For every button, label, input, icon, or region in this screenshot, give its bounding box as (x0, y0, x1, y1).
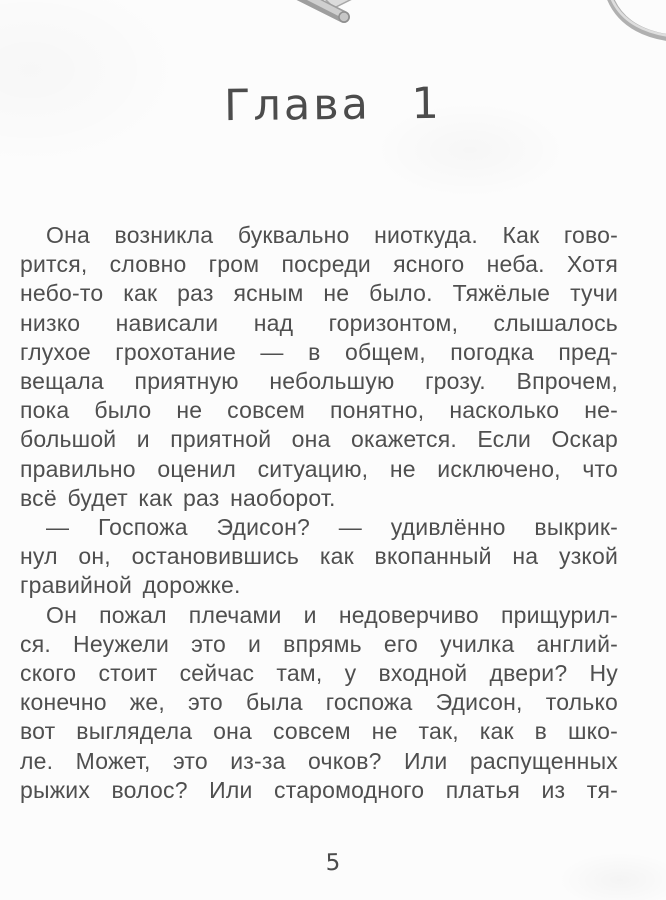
paragraph (20, 221, 618, 513)
paragraph (20, 513, 618, 601)
text-line: всё будет как раз наоборот. (20, 484, 336, 511)
text-line: вещала приятную небольшую грозу. Впрочем, (20, 368, 618, 395)
text-line: вот выглядела она совсем не так, как в шко- (20, 718, 618, 745)
paragraph (20, 601, 618, 805)
text-line: ле. Может, это из-за очков? Или распущенных (20, 747, 618, 774)
text-line: ского стоит сейчас там, у входной двери? Ну (20, 660, 618, 687)
text-line: правильно оценил ситуацию, не исключено, что (20, 455, 618, 482)
wheel-arc-fragment-illustration (602, 0, 666, 54)
text-line: Она возникла буквально ниоткуда. Как гово- (46, 222, 618, 248)
text-line: небо-то как раз ясным не было. Тяжёлые тучи (20, 280, 618, 307)
text-line: рится, словно гром посреди ясного неба. Хотя (20, 251, 618, 278)
text-line: ся. Неужели это и впрямь его училка англий- (20, 630, 618, 657)
text-line: Он пожал плечами и недоверчиво прищурил- (46, 601, 618, 628)
text-line: нул он, остановившись как вкопанный на узкой (20, 543, 618, 570)
text-line: глухое грохотание — в общем, погодка пред- (20, 338, 618, 365)
chapter-title: Глава 1 (223, 78, 443, 132)
text-line: рыжих волос? Или старомодного платья из тя- (20, 776, 618, 803)
text-line: низко нависали над горизонтом, слышалось (20, 309, 618, 336)
text-line: — Госпожа Эдисон? — удивлённо выкрик- (46, 514, 618, 541)
body-text (20, 221, 618, 805)
text-line: гравийной дорожке. (20, 572, 241, 599)
text-line: конечно же, это была госпожа Эдисон, только (20, 689, 618, 716)
page-number: 5 (325, 849, 341, 877)
text-line: пока было не совсем понятно, насколько не- (20, 397, 618, 424)
text-line: большой и приятной она окажется. Если Оскар (20, 426, 618, 453)
pencil-tip-fragment-illustration (282, 0, 376, 34)
